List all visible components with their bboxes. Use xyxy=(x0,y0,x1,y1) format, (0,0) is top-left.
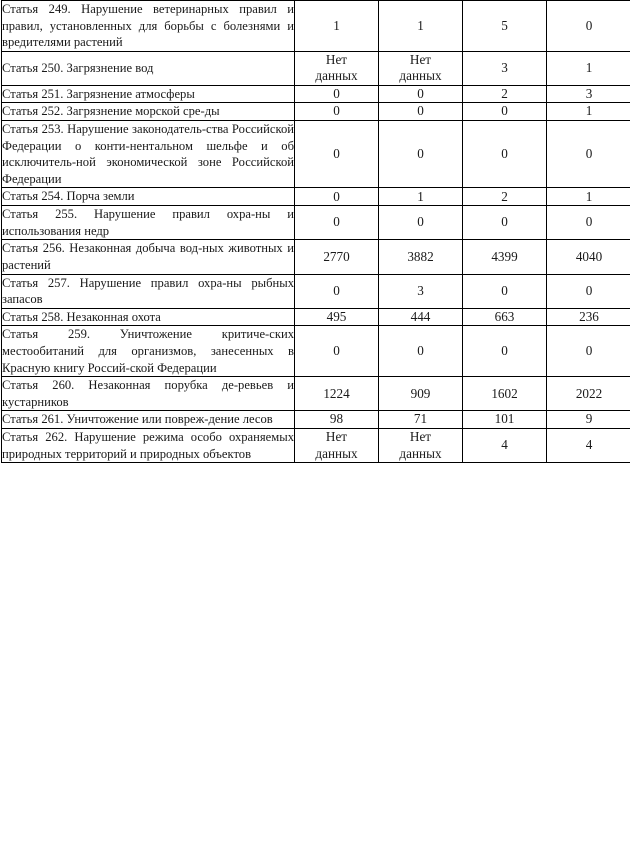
value-cell-4: 0 xyxy=(547,206,630,240)
article-label: Статья 253. Нарушение законодатель-ства Российской Федерации о конти-нентальном шельфе и об исключитель-ной экономической зоне Российской Федерации xyxy=(2,121,295,188)
value-cell-2: 909 xyxy=(379,377,463,411)
value-cell-1: 0 xyxy=(295,85,379,103)
value-cell-3: 1602 xyxy=(463,377,547,411)
value-cell-2: 0 xyxy=(379,121,463,188)
value-cell-3: 0 xyxy=(463,274,547,308)
value-cell-2: 1 xyxy=(379,188,463,206)
value-cell-2: 0 xyxy=(379,206,463,240)
table-row xyxy=(2,188,630,206)
value-cell-2: 1 xyxy=(379,1,463,52)
value-cell-1: Нет данных xyxy=(295,51,379,85)
value-cell-3: 4399 xyxy=(463,240,547,274)
table-row xyxy=(2,85,630,103)
value-cell-3: 0 xyxy=(463,206,547,240)
article-label: Статья 250. Загрязнение вод xyxy=(2,51,295,85)
value-cell-4: 9 xyxy=(547,411,630,429)
value-cell-1: 2770 xyxy=(295,240,379,274)
article-label: Статья 255. Нарушение правил охра-ны и использования недр xyxy=(2,206,295,240)
table-row xyxy=(2,51,630,85)
value-cell-3: 2 xyxy=(463,188,547,206)
article-label: Статья 259. Уничтожение критиче-ских местообитаний для организмов, занесенных в Красную книгу Россий-ской Федерации xyxy=(2,326,295,377)
value-cell-2: Нет данных xyxy=(379,51,463,85)
value-cell-3: 101 xyxy=(463,411,547,429)
value-cell-2: 3882 xyxy=(379,240,463,274)
table-row xyxy=(2,429,630,463)
value-cell-2: 0 xyxy=(379,85,463,103)
value-cell-3: 0 xyxy=(463,103,547,121)
table-row xyxy=(2,274,630,308)
value-cell-1: 0 xyxy=(295,326,379,377)
value-cell-2: 444 xyxy=(379,308,463,326)
value-cell-4: 4040 xyxy=(547,240,630,274)
value-cell-3: 5 xyxy=(463,1,547,52)
value-cell-4: 0 xyxy=(547,1,630,52)
table-body xyxy=(2,1,630,463)
table-row xyxy=(2,308,630,326)
article-label: Статья 251. Загрязнение атмосферы xyxy=(2,85,295,103)
value-cell-4: 1 xyxy=(547,188,630,206)
article-label: Статья 257. Нарушение правил охра-ны рыбных запасов xyxy=(2,274,295,308)
value-cell-1: 495 xyxy=(295,308,379,326)
value-cell-1: 0 xyxy=(295,188,379,206)
value-cell-4: 1 xyxy=(547,103,630,121)
value-cell-4: 3 xyxy=(547,85,630,103)
value-cell-4: 1 xyxy=(547,51,630,85)
value-cell-2: 71 xyxy=(379,411,463,429)
value-cell-3: 4 xyxy=(463,429,547,463)
value-cell-4: 4 xyxy=(547,429,630,463)
table-row xyxy=(2,240,630,274)
value-cell-1: Нет данных xyxy=(295,429,379,463)
article-label: Статья 249. Нарушение ветеринарных правил и правил, установленных для борьбы с болезнями и вредителями растений xyxy=(2,1,295,52)
table-row xyxy=(2,411,630,429)
value-cell-3: 2 xyxy=(463,85,547,103)
value-cell-4: 0 xyxy=(547,121,630,188)
value-cell-4: 0 xyxy=(547,326,630,377)
value-cell-2: 0 xyxy=(379,326,463,377)
article-label: Статья 262. Нарушение режима особо охраняемых природных территорий и природных объектов xyxy=(2,429,295,463)
value-cell-4: 236 xyxy=(547,308,630,326)
value-cell-3: 0 xyxy=(463,121,547,188)
statistics-table xyxy=(1,0,630,463)
value-cell-1: 0 xyxy=(295,103,379,121)
table-row xyxy=(2,1,630,52)
article-label: Статья 254. Порча земли xyxy=(2,188,295,206)
article-label: Статья 258. Незаконная охота xyxy=(2,308,295,326)
value-cell-3: 663 xyxy=(463,308,547,326)
article-label: Статья 260. Незаконная порубка де-ревьев и кустарников xyxy=(2,377,295,411)
value-cell-1: 0 xyxy=(295,274,379,308)
article-label: Статья 261. Уничтожение или повреж-дение лесов xyxy=(2,411,295,429)
value-cell-4: 2022 xyxy=(547,377,630,411)
value-cell-2: 3 xyxy=(379,274,463,308)
value-cell-1: 0 xyxy=(295,121,379,188)
article-label: Статья 256. Незаконная добыча вод-ных животных и растений xyxy=(2,240,295,274)
value-cell-1: 0 xyxy=(295,206,379,240)
value-cell-4: 0 xyxy=(547,274,630,308)
value-cell-2: Нет данных xyxy=(379,429,463,463)
value-cell-1: 98 xyxy=(295,411,379,429)
value-cell-3: 0 xyxy=(463,326,547,377)
value-cell-2: 0 xyxy=(379,103,463,121)
table-row xyxy=(2,103,630,121)
value-cell-1: 1 xyxy=(295,1,379,52)
table-row xyxy=(2,121,630,188)
table-row xyxy=(2,326,630,377)
table-row xyxy=(2,377,630,411)
value-cell-3: 3 xyxy=(463,51,547,85)
article-label: Статья 252. Загрязнение морской сре-ды xyxy=(2,103,295,121)
table-row xyxy=(2,206,630,240)
value-cell-1: 1224 xyxy=(295,377,379,411)
